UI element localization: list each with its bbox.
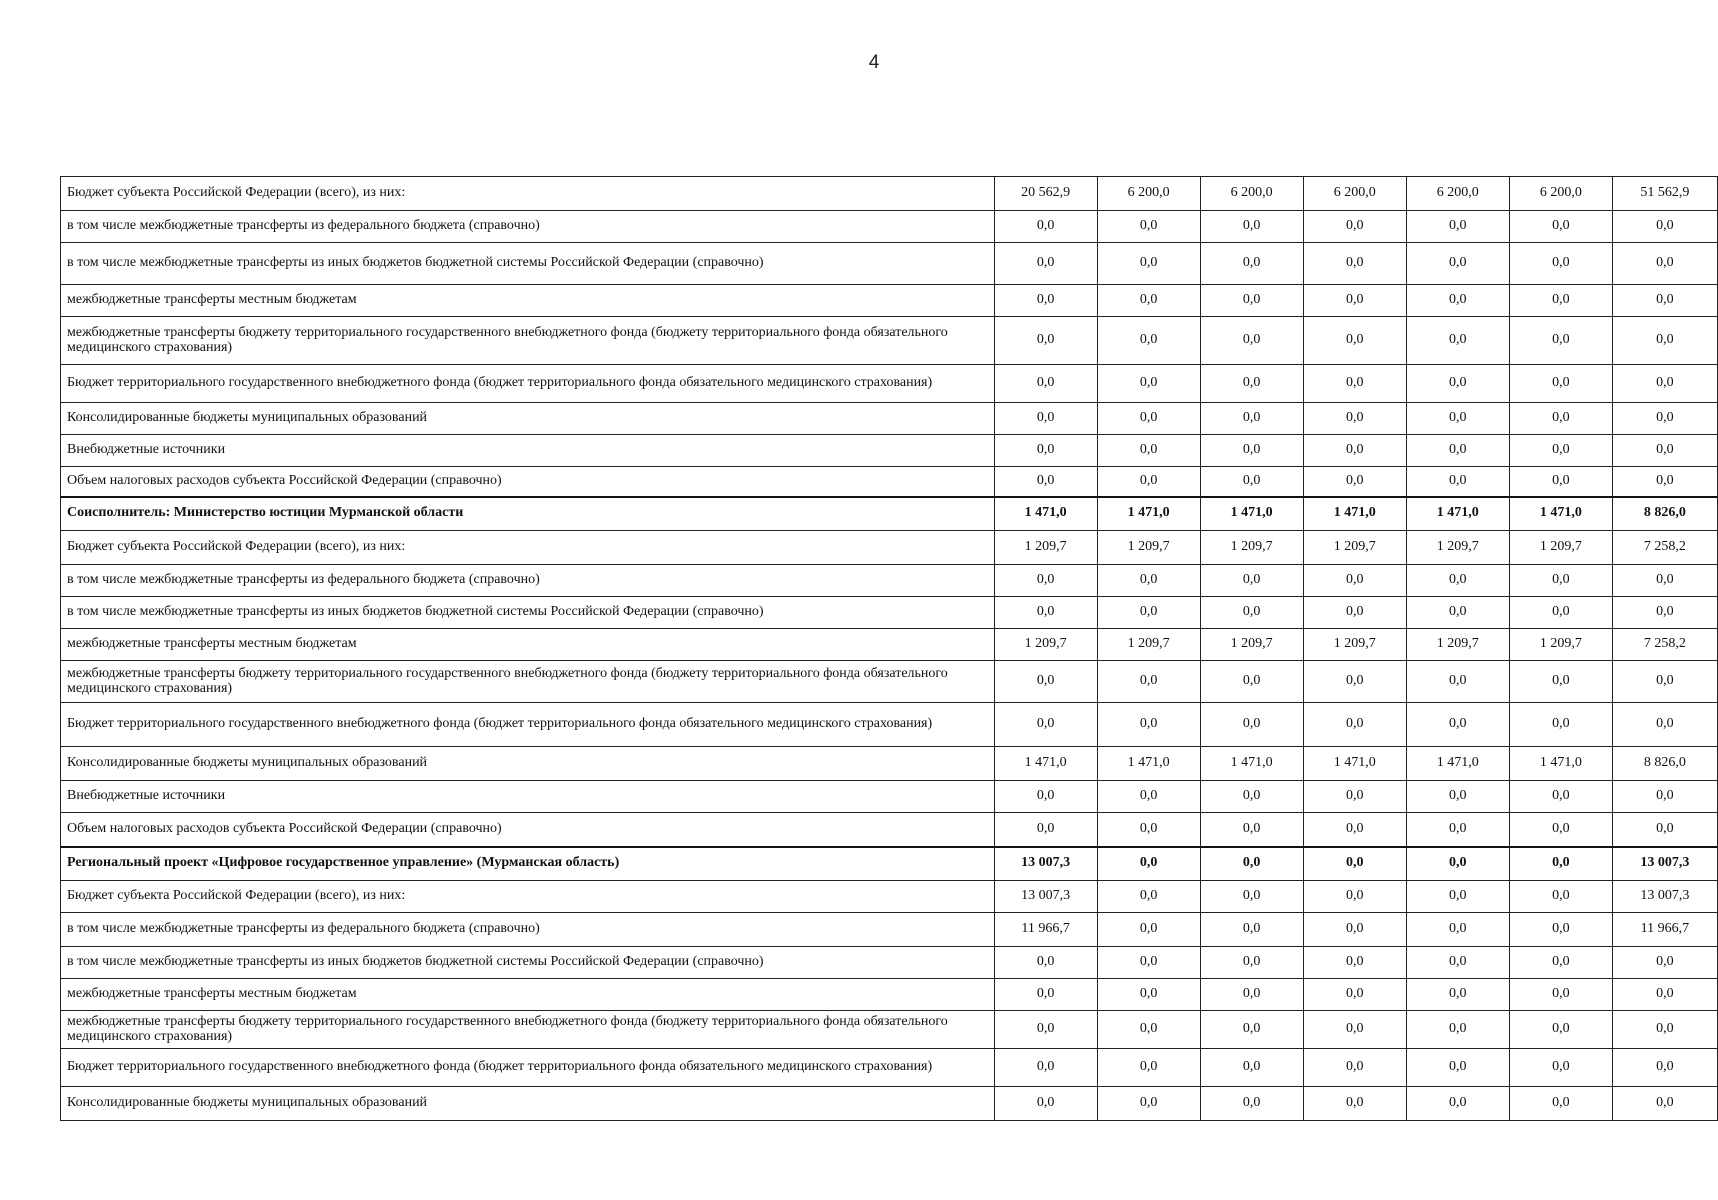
row-value: 8 826,0 (1612, 497, 1717, 531)
row-value: 0,0 (1303, 1087, 1406, 1121)
table-row (61, 747, 1718, 781)
row-value: 0,0 (994, 285, 1097, 317)
row-label: в том числе межбюджетные трансферты из федерального бюджета (справочно) (61, 211, 995, 243)
row-value: 0,0 (1509, 1011, 1612, 1049)
row-value: 0,0 (1200, 703, 1303, 747)
row-value: 1 209,7 (1097, 531, 1200, 565)
row-value: 0,0 (1200, 847, 1303, 881)
row-value: 1 471,0 (1200, 747, 1303, 781)
row-value: 0,0 (1612, 781, 1717, 813)
row-value: 0,0 (1097, 317, 1200, 365)
row-label: Бюджет территориального государственного внебюджетного фонда (бюджет территориального фонда обязательного медицинского страхования) (61, 365, 995, 403)
row-value: 0,0 (1200, 285, 1303, 317)
row-value: 0,0 (1097, 365, 1200, 403)
row-value: 1 209,7 (1406, 629, 1509, 661)
row-value: 0,0 (1097, 211, 1200, 243)
row-value: 0,0 (1612, 979, 1717, 1011)
row-value: 0,0 (1200, 979, 1303, 1011)
row-value: 0,0 (1612, 565, 1717, 597)
row-value: 11 966,7 (1612, 913, 1717, 947)
table-row (61, 1011, 1718, 1049)
row-value: 0,0 (1612, 1049, 1717, 1087)
row-value: 0,0 (1406, 881, 1509, 913)
row-value: 6 200,0 (1406, 177, 1509, 211)
row-value: 0,0 (1509, 403, 1612, 435)
row-value: 1 209,7 (1509, 531, 1612, 565)
table-row (61, 1049, 1718, 1087)
row-value: 0,0 (1612, 467, 1717, 497)
table-row (61, 243, 1718, 285)
row-value: 1 209,7 (1200, 629, 1303, 661)
row-value: 0,0 (1200, 467, 1303, 497)
row-label: Бюджет территориального государственного внебюджетного фонда (бюджет территориального фонда обязательного медицинского страхования) (61, 703, 995, 747)
row-value: 0,0 (1509, 881, 1612, 913)
row-value: 1 471,0 (994, 747, 1097, 781)
row-value: 0,0 (1612, 403, 1717, 435)
row-value: 0,0 (1200, 565, 1303, 597)
row-value: 0,0 (994, 979, 1097, 1011)
table-row (61, 881, 1718, 913)
row-label: межбюджетные трансферты местным бюджетам (61, 979, 995, 1011)
row-label: в том числе межбюджетные трансферты из федерального бюджета (справочно) (61, 565, 995, 597)
row-value: 7 258,2 (1612, 531, 1717, 565)
row-value: 0,0 (1303, 285, 1406, 317)
table-row (61, 435, 1718, 467)
row-value: 0,0 (1200, 435, 1303, 467)
row-label: Бюджет территориального государственного внебюджетного фонда (бюджет территориального фонда обязательного медицинского страхования) (61, 1049, 995, 1087)
table-row (61, 317, 1718, 365)
row-value: 0,0 (1406, 813, 1509, 847)
table-row (61, 285, 1718, 317)
row-value: 0,0 (994, 947, 1097, 979)
row-value: 0,0 (1097, 467, 1200, 497)
row-value: 0,0 (1097, 947, 1200, 979)
row-value: 13 007,3 (994, 881, 1097, 913)
page-number: 4 (868, 52, 880, 73)
row-value: 0,0 (1097, 285, 1200, 317)
row-value: 0,0 (1200, 881, 1303, 913)
row-value: 0,0 (1406, 847, 1509, 881)
row-value: 0,0 (1612, 703, 1717, 747)
budget-table (60, 176, 1718, 1121)
row-value: 13 007,3 (994, 847, 1097, 881)
row-value: 0,0 (1612, 211, 1717, 243)
row-value: 0,0 (1303, 979, 1406, 1011)
row-value: 0,0 (1097, 565, 1200, 597)
row-value: 8 826,0 (1612, 747, 1717, 781)
row-value: 0,0 (1509, 1049, 1612, 1087)
table-row (61, 467, 1718, 497)
row-value: 0,0 (1509, 813, 1612, 847)
row-value: 0,0 (1509, 285, 1612, 317)
table-row (61, 597, 1718, 629)
row-value: 0,0 (994, 565, 1097, 597)
row-value: 0,0 (1406, 1049, 1509, 1087)
row-value: 0,0 (994, 1011, 1097, 1049)
row-value: 0,0 (1509, 979, 1612, 1011)
row-value: 0,0 (1612, 813, 1717, 847)
row-value: 0,0 (1406, 317, 1509, 365)
row-label: Бюджет субъекта Российской Федерации (всего), из них: (61, 531, 995, 565)
row-value: 0,0 (1200, 1049, 1303, 1087)
row-value: 7 258,2 (1612, 629, 1717, 661)
row-value: 0,0 (1303, 317, 1406, 365)
row-value: 0,0 (1406, 597, 1509, 629)
row-value: 0,0 (1406, 703, 1509, 747)
row-value: 0,0 (1612, 317, 1717, 365)
row-value: 1 209,7 (994, 629, 1097, 661)
row-value: 0,0 (1303, 661, 1406, 703)
row-value: 0,0 (1200, 913, 1303, 947)
row-value: 0,0 (1303, 435, 1406, 467)
row-value: 0,0 (1509, 1087, 1612, 1121)
budget-table-body (61, 177, 1718, 1121)
row-value: 0,0 (1097, 881, 1200, 913)
row-value: 0,0 (1406, 211, 1509, 243)
row-value: 0,0 (1612, 365, 1717, 403)
row-label: Консолидированные бюджеты муниципальных образований (61, 403, 995, 435)
row-value: 0,0 (1303, 881, 1406, 913)
row-value: 0,0 (1509, 661, 1612, 703)
table-row (61, 781, 1718, 813)
row-value: 1 209,7 (1406, 531, 1509, 565)
row-value: 0,0 (1406, 365, 1509, 403)
row-value: 0,0 (1303, 403, 1406, 435)
row-value: 0,0 (1097, 979, 1200, 1011)
row-value: 0,0 (1509, 365, 1612, 403)
row-value: 0,0 (1097, 813, 1200, 847)
row-value: 0,0 (1509, 317, 1612, 365)
row-value: 0,0 (1303, 813, 1406, 847)
row-value: 0,0 (1097, 597, 1200, 629)
row-value: 0,0 (994, 211, 1097, 243)
row-value: 0,0 (1509, 467, 1612, 497)
row-label: Объем налоговых расходов субъекта Российской Федерации (справочно) (61, 813, 995, 847)
row-value: 0,0 (1303, 365, 1406, 403)
row-value: 0,0 (1303, 947, 1406, 979)
row-value: 0,0 (994, 365, 1097, 403)
row-value: 0,0 (1303, 913, 1406, 947)
row-value: 0,0 (1509, 211, 1612, 243)
row-value: 1 471,0 (1303, 497, 1406, 531)
row-value: 0,0 (1509, 781, 1612, 813)
table-row (61, 947, 1718, 979)
row-value: 0,0 (1303, 243, 1406, 285)
row-label: Бюджет субъекта Российской Федерации (всего), из них: (61, 177, 995, 211)
row-value: 0,0 (1303, 847, 1406, 881)
row-value: 1 471,0 (1303, 747, 1406, 781)
row-value: 0,0 (1200, 1087, 1303, 1121)
row-value: 0,0 (1200, 243, 1303, 285)
table-row (61, 1087, 1718, 1121)
table-row (61, 565, 1718, 597)
row-value: 0,0 (994, 597, 1097, 629)
row-value: 1 209,7 (994, 531, 1097, 565)
row-value: 0,0 (1200, 947, 1303, 979)
row-value: 0,0 (1097, 1049, 1200, 1087)
row-value: 0,0 (994, 1087, 1097, 1121)
row-value: 0,0 (1097, 661, 1200, 703)
row-value: 6 200,0 (1097, 177, 1200, 211)
row-value: 0,0 (1612, 243, 1717, 285)
row-value: 0,0 (1303, 1011, 1406, 1049)
row-label: Региональный проект «Цифровое государственное управление» (Мурманская область) (61, 847, 995, 881)
row-value: 0,0 (1406, 565, 1509, 597)
row-value: 0,0 (1406, 403, 1509, 435)
row-value: 51 562,9 (1612, 177, 1717, 211)
row-value: 0,0 (1509, 435, 1612, 467)
row-value: 1 471,0 (1406, 497, 1509, 531)
row-value: 0,0 (1509, 597, 1612, 629)
row-value: 1 209,7 (1303, 629, 1406, 661)
table-section-row (61, 847, 1718, 881)
row-value: 0,0 (1200, 1011, 1303, 1049)
row-value: 1 471,0 (1097, 747, 1200, 781)
row-value: 1 471,0 (1200, 497, 1303, 531)
row-value: 6 200,0 (1509, 177, 1612, 211)
row-value: 0,0 (1097, 703, 1200, 747)
row-value: 0,0 (1509, 565, 1612, 597)
table-row (61, 813, 1718, 847)
row-value: 0,0 (1406, 285, 1509, 317)
row-value: 0,0 (1097, 1087, 1200, 1121)
row-label: межбюджетные трансферты бюджету территориального государственного внебюджетного фонда (бюджету территориального фонда обязательного медицинского страхования) (61, 1011, 995, 1049)
row-value: 0,0 (1509, 243, 1612, 285)
row-value: 0,0 (1509, 913, 1612, 947)
table-row (61, 979, 1718, 1011)
row-value: 0,0 (1200, 365, 1303, 403)
row-value: 0,0 (1406, 467, 1509, 497)
table-row (61, 913, 1718, 947)
row-value: 0,0 (994, 317, 1097, 365)
row-value: 0,0 (994, 435, 1097, 467)
row-label: в том числе межбюджетные трансферты из иных бюджетов бюджетной системы Российской Федерации (справочно) (61, 947, 995, 979)
row-value: 0,0 (1612, 947, 1717, 979)
row-value: 0,0 (1612, 285, 1717, 317)
row-value: 0,0 (1303, 211, 1406, 243)
row-value: 0,0 (1406, 913, 1509, 947)
row-value: 6 200,0 (1200, 177, 1303, 211)
row-value: 0,0 (1406, 781, 1509, 813)
row-label: Консолидированные бюджеты муниципальных образований (61, 1087, 995, 1121)
row-value: 0,0 (1612, 435, 1717, 467)
row-value: 0,0 (1200, 813, 1303, 847)
row-value: 0,0 (1303, 597, 1406, 629)
row-value: 0,0 (1097, 243, 1200, 285)
row-value: 0,0 (1200, 403, 1303, 435)
row-value: 0,0 (1097, 403, 1200, 435)
row-value: 6 200,0 (1303, 177, 1406, 211)
table-row (61, 177, 1718, 211)
row-value: 0,0 (1509, 947, 1612, 979)
row-value: 0,0 (994, 661, 1097, 703)
row-value: 0,0 (1303, 703, 1406, 747)
row-label: Бюджет субъекта Российской Федерации (всего), из них: (61, 881, 995, 913)
row-value: 0,0 (1097, 435, 1200, 467)
row-value: 0,0 (1303, 467, 1406, 497)
row-value: 0,0 (1406, 243, 1509, 285)
row-value: 0,0 (1612, 597, 1717, 629)
row-value: 1 209,7 (1097, 629, 1200, 661)
row-value: 0,0 (1406, 979, 1509, 1011)
row-value: 0,0 (1303, 781, 1406, 813)
row-label: межбюджетные трансферты местным бюджетам (61, 629, 995, 661)
row-value: 0,0 (1303, 565, 1406, 597)
row-value: 0,0 (1406, 1087, 1509, 1121)
row-value: 0,0 (1303, 1049, 1406, 1087)
row-value: 0,0 (1406, 435, 1509, 467)
row-value: 0,0 (1406, 1011, 1509, 1049)
row-label: Внебюджетные источники (61, 781, 995, 813)
row-value: 1 471,0 (1406, 747, 1509, 781)
row-value: 0,0 (1509, 703, 1612, 747)
row-value: 0,0 (1097, 1011, 1200, 1049)
row-value: 0,0 (1200, 211, 1303, 243)
row-value: 1 471,0 (1509, 497, 1612, 531)
table-row (61, 629, 1718, 661)
row-value: 0,0 (1406, 661, 1509, 703)
row-label: межбюджетные трансферты бюджету территориального государственного внебюджетного фонда (бюджету территориального фонда обязательного медицинского страхования) (61, 317, 995, 365)
row-label: в том числе межбюджетные трансферты из иных бюджетов бюджетной системы Российской Федерации (справочно) (61, 243, 995, 285)
row-label: Соисполнитель: Министерство юстиции Мурманской области (61, 497, 995, 531)
row-value: 0,0 (1612, 1087, 1717, 1121)
table-row (61, 403, 1718, 435)
row-value: 20 562,9 (994, 177, 1097, 211)
row-value: 0,0 (994, 703, 1097, 747)
row-value: 1 209,7 (1509, 629, 1612, 661)
row-value: 0,0 (1200, 317, 1303, 365)
row-value: 0,0 (1200, 781, 1303, 813)
row-label: в том числе межбюджетные трансферты из иных бюджетов бюджетной системы Российской Федерации (справочно) (61, 597, 995, 629)
table-row (61, 365, 1718, 403)
row-label: в том числе межбюджетные трансферты из федерального бюджета (справочно) (61, 913, 995, 947)
row-label: Внебюджетные источники (61, 435, 995, 467)
row-label: Консолидированные бюджеты муниципальных образований (61, 747, 995, 781)
row-label: Объем налоговых расходов субъекта Российской Федерации (справочно) (61, 467, 995, 497)
row-value: 0,0 (1200, 597, 1303, 629)
row-value: 0,0 (994, 403, 1097, 435)
row-value: 0,0 (1509, 847, 1612, 881)
row-value: 1 209,7 (1200, 531, 1303, 565)
row-value: 1 471,0 (994, 497, 1097, 531)
row-value: 0,0 (1612, 661, 1717, 703)
table-row (61, 661, 1718, 703)
row-value: 0,0 (994, 467, 1097, 497)
table-section-row (61, 497, 1718, 531)
row-value: 1 471,0 (1097, 497, 1200, 531)
row-value: 0,0 (1097, 847, 1200, 881)
row-label: межбюджетные трансферты бюджету территориального государственного внебюджетного фонда (бюджету территориального фонда обязательного медицинского страхования) (61, 661, 995, 703)
row-value: 11 966,7 (994, 913, 1097, 947)
row-value: 13 007,3 (1612, 881, 1717, 913)
row-label: межбюджетные трансферты местным бюджетам (61, 285, 995, 317)
row-value: 0,0 (1612, 1011, 1717, 1049)
row-value: 0,0 (1097, 781, 1200, 813)
row-value: 0,0 (994, 1049, 1097, 1087)
row-value: 0,0 (994, 813, 1097, 847)
row-value: 0,0 (994, 243, 1097, 285)
table-row (61, 703, 1718, 747)
row-value: 0,0 (1200, 661, 1303, 703)
row-value: 0,0 (1406, 947, 1509, 979)
row-value: 13 007,3 (1612, 847, 1717, 881)
table-row (61, 531, 1718, 565)
row-value: 1 209,7 (1303, 531, 1406, 565)
row-value: 1 471,0 (1509, 747, 1612, 781)
row-value: 0,0 (994, 781, 1097, 813)
row-value: 0,0 (1097, 913, 1200, 947)
table-row (61, 211, 1718, 243)
